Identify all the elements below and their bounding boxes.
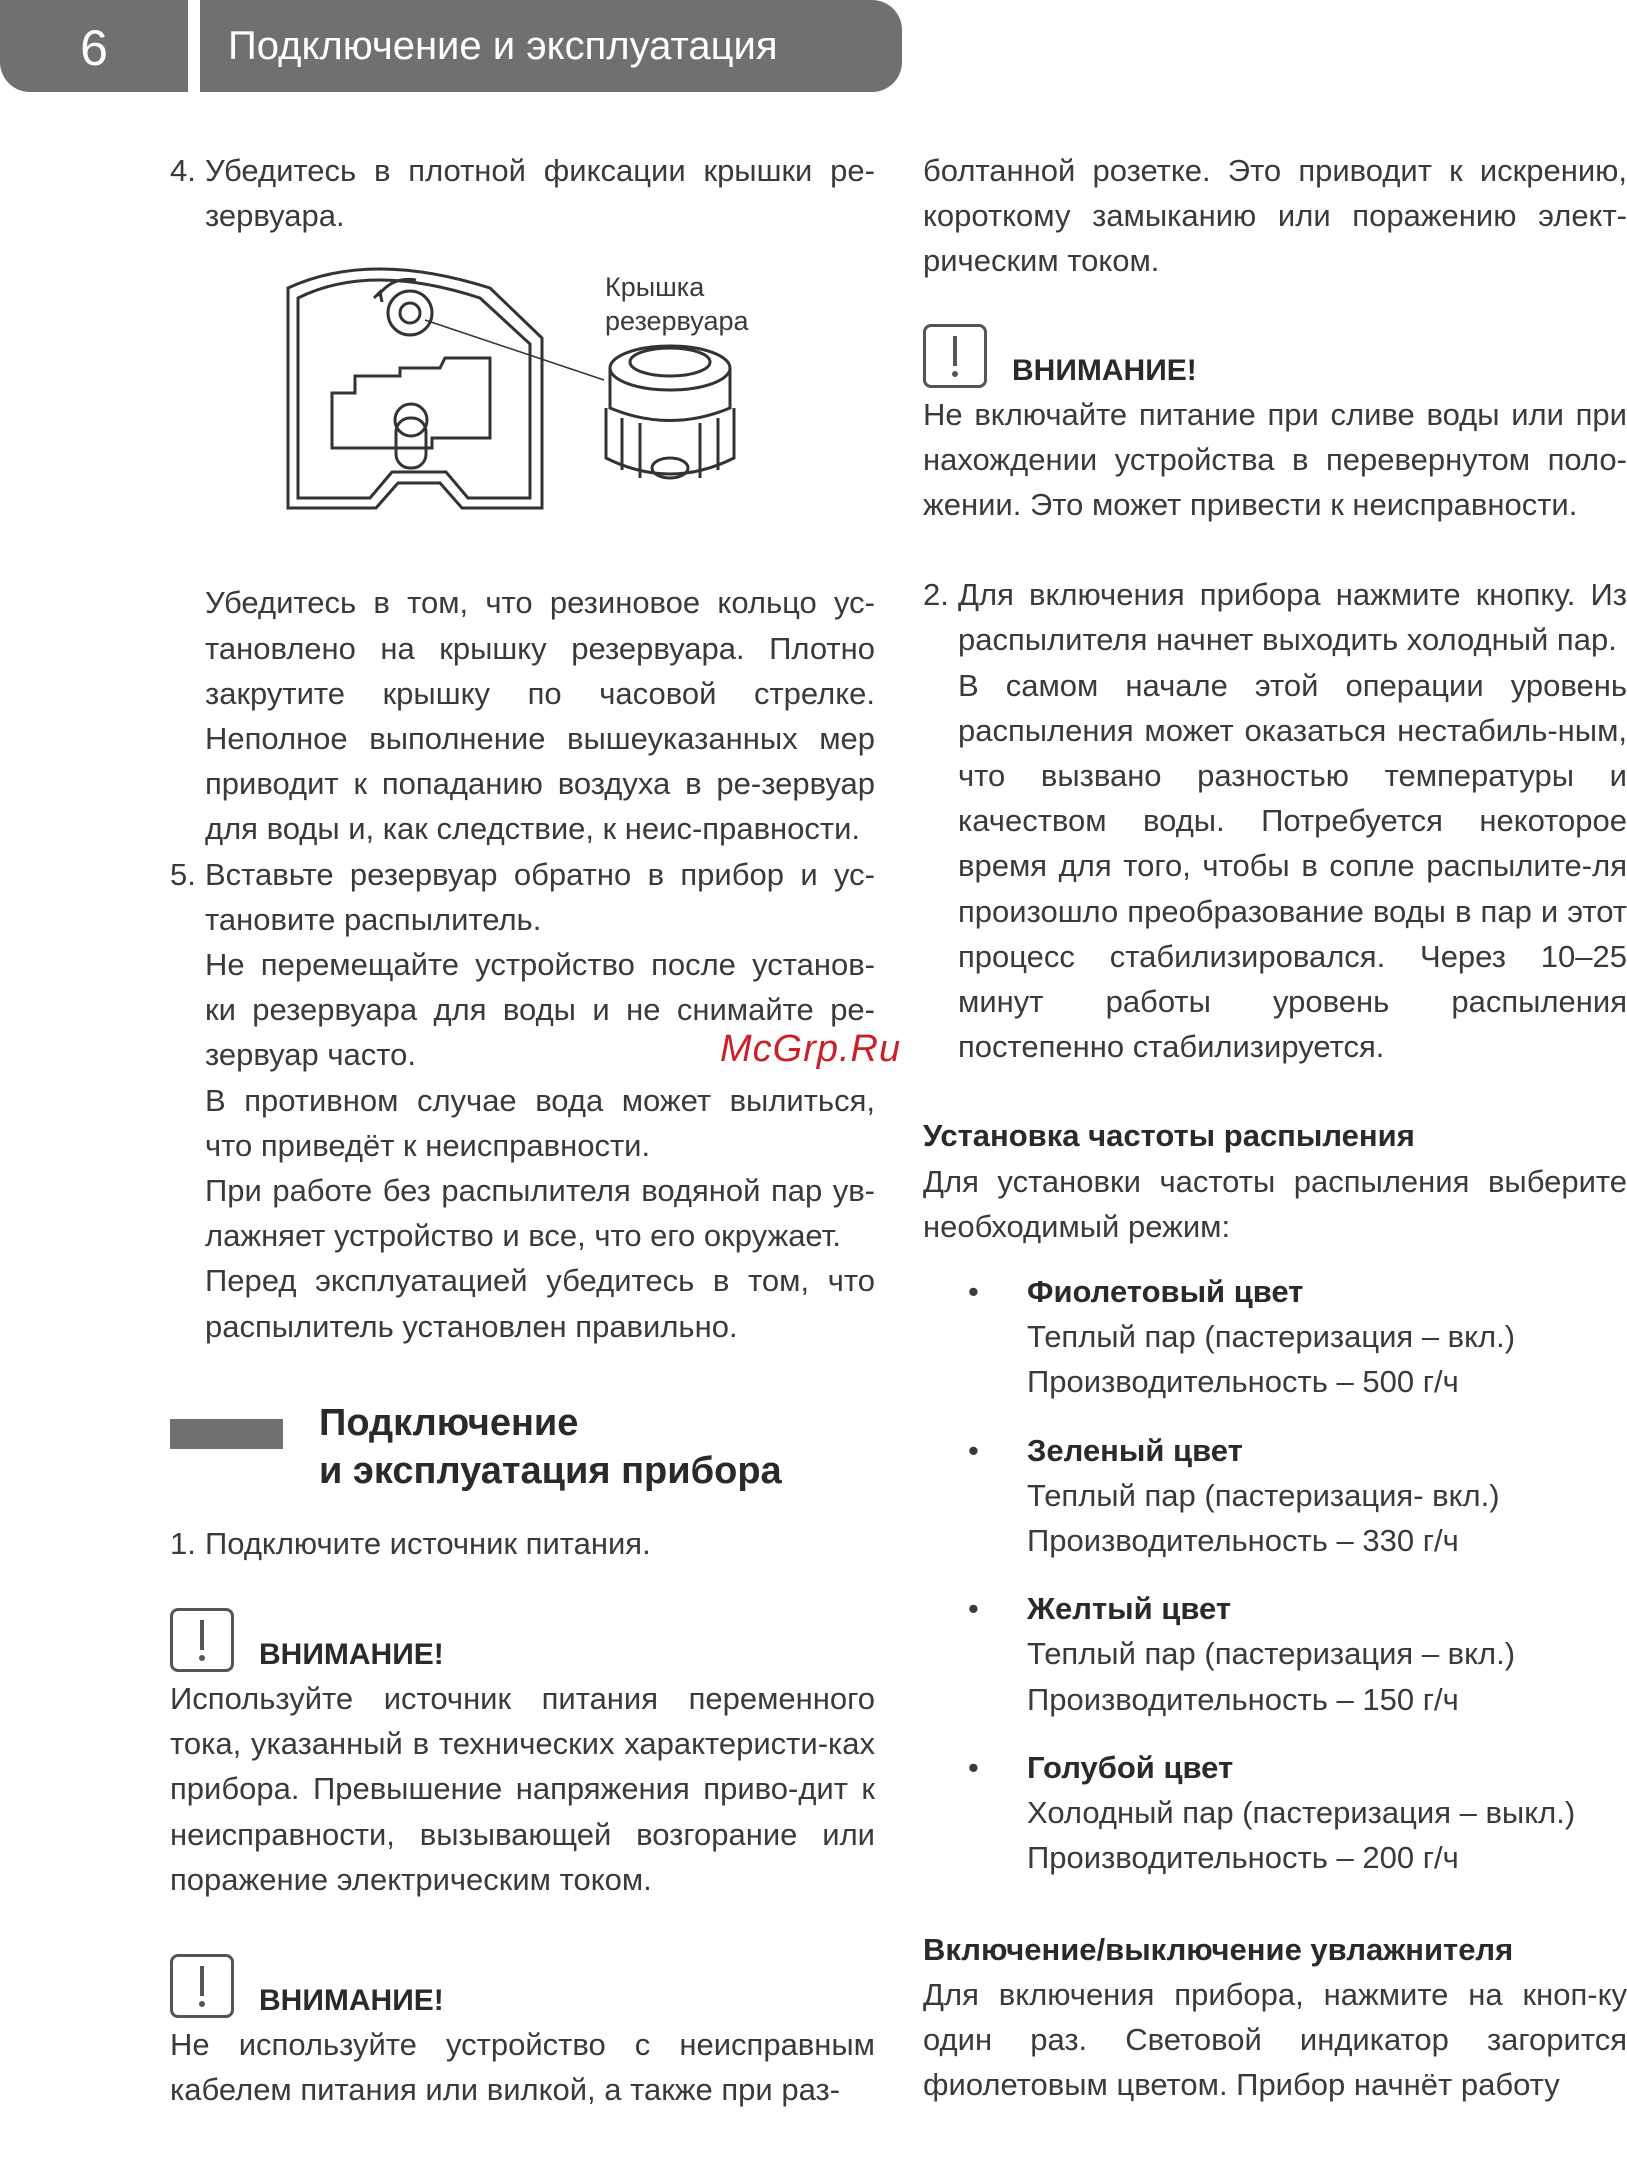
warning-text: Используйте источник питания переменного тока, указанный в технических характеристи-ках прибора. Превышение напряжения приво-дит к неисправности, вызывающей возгорание или поражение электрическим током. [170, 1681, 875, 1897]
bullet: • [968, 1749, 979, 1785]
step-number: 1. [170, 1525, 196, 1561]
watermark: McGrp.Ru [720, 1028, 902, 1070]
paragraph: Не перемещайте устройство после установ-ки резервуара для воды и не снимайте ре-зервуар часто. [205, 947, 875, 1073]
section-title-line-1: Подключение [319, 1401, 579, 1444]
paragraph: болтанной розетке. Это приводит к искрению, короткому замыканию или поражению элект-рическим током. [923, 153, 1627, 279]
warning-icon [923, 324, 987, 388]
step-text: Убедитесь в плотной фиксации крышки ре-зервуара. [205, 153, 875, 234]
list-item-mode [923, 1428, 1627, 1564]
figure-label: Крышка резервуара [605, 272, 749, 337]
paragraph: В противном случае вода может вылиться, что приведёт к неисправности. [205, 1082, 875, 1163]
paragraph: В самом начале этой операции уровень распыления может оказаться нестабиль-ным, что вызвано разностью температуры и качеством воды. Потребуется некоторое время для того, чтобы в сопле распылите-ля произошло преобразование воды в пар и этот процесс стабилизировался. Через 10–25 минут работы уровень распыления постепенно стабилизируется. [958, 667, 1627, 1065]
step-text: Вставьте резервуар обратно в прибор и ус-тановите распылитель. [205, 856, 875, 937]
warning-label: ВНИМАНИЕ! [259, 1638, 444, 1672]
step-number: 4. [170, 153, 196, 188]
mode-steam: Теплый пар (пастеризация- вкл.) [1027, 1477, 1500, 1513]
section-heading [170, 1399, 875, 1499]
list-item-step-4 [170, 148, 875, 238]
left-column [170, 148, 875, 2112]
list-item-step-1 [170, 1521, 875, 1566]
page-header-title: Подключение и эксплуатация [200, 0, 902, 92]
paragraph: Для установки частоты распыления выберите необходимый режим: [923, 1163, 1627, 1244]
mode-name: Зеленый цвет [1027, 1432, 1243, 1468]
warning-icon [170, 1608, 234, 1672]
step-text: Подключите источник питания. [205, 1525, 651, 1561]
warning-text: Не включайте питание при сливе воды или при нахождении устройства в перевернутом поло-жении. Это может привести к неисправности. [923, 396, 1627, 523]
paragraph: При работе без распылителя водяной пар ув-лажняет устройство и все, что его окружает. [205, 1173, 875, 1254]
mode-name: Фиолетовый цвет [1027, 1274, 1304, 1310]
list-item-step-5 [170, 852, 875, 942]
right-column [923, 148, 1627, 2107]
page-number: 6 [0, 0, 188, 92]
mode-steam: Холодный пар (пастеризация – выкл.) [1027, 1795, 1576, 1831]
list-item-mode [923, 1269, 1627, 1405]
section-marker [170, 1419, 283, 1449]
warning-icon [170, 1954, 234, 2018]
mode-steam: Теплый пар (пастеризация – вкл.) [1027, 1636, 1516, 1672]
subheading: Включение/выключение увлажнителя [923, 1931, 1514, 1967]
warning-label: ВНИМАНИЕ! [1012, 353, 1197, 387]
step-number: 5. [170, 856, 196, 892]
paragraph: Убедитесь в том, что резиновое кольцо ус-тановлено на крышку резервуара. Плотно закрутите крышку по часовой стрелке. Неполное выполнение вышеуказанных мер приводит к попаданию воздуха в ре-зервуар для воды и, как следствие, к неис-правности. [205, 585, 875, 847]
list-item-mode [923, 1586, 1627, 1722]
warning-heading [170, 1608, 875, 1672]
step-number: 2. [923, 577, 949, 613]
mode-output: Производительность – 200 г/ч [1027, 1840, 1459, 1876]
reservoir-cap-figure [170, 258, 875, 558]
paragraph: Для включения прибора, нажмите на кноп-ку один раз. Световой индикатор загорится фиолетовым цветом. Прибор начнёт работу [923, 1976, 1627, 2103]
mode-steam: Теплый пар (пастеризация – вкл.) [1027, 1319, 1516, 1355]
subheading: Установка частоты распыления [923, 1118, 1415, 1154]
warning-heading [923, 324, 1627, 388]
bullet: • [968, 1432, 979, 1468]
warning-label: ВНИМАНИЕ! [259, 1984, 444, 2018]
mode-output: Производительность – 330 г/ч [1027, 1523, 1459, 1559]
warning-heading [170, 1954, 875, 2018]
bullet: • [968, 1591, 979, 1627]
mode-output: Производительность – 500 г/ч [1027, 1364, 1459, 1400]
list-item-step-2 [923, 572, 1627, 662]
step-text: Для включения прибора нажмите кнопку. Из распылителя начнет выходить холодный пар. [958, 577, 1627, 658]
warning-text: Не используйте устройство с неисправным кабелем питания или вилкой, а также при раз- [170, 2027, 875, 2108]
mode-output: Производительность – 150 г/ч [1027, 1681, 1459, 1717]
section-title [319, 1399, 782, 1495]
list-item-mode [923, 1745, 1627, 1881]
mode-name: Голубой цвет [1027, 1749, 1234, 1785]
paragraph: Перед эксплуатацией убедитесь в том, что распылитель установлен правильно. [205, 1263, 875, 1344]
section-title-line-2: и эксплуатация прибора [319, 1449, 782, 1492]
bullet: • [968, 1274, 979, 1310]
mode-name: Желтый цвет [1027, 1591, 1231, 1627]
